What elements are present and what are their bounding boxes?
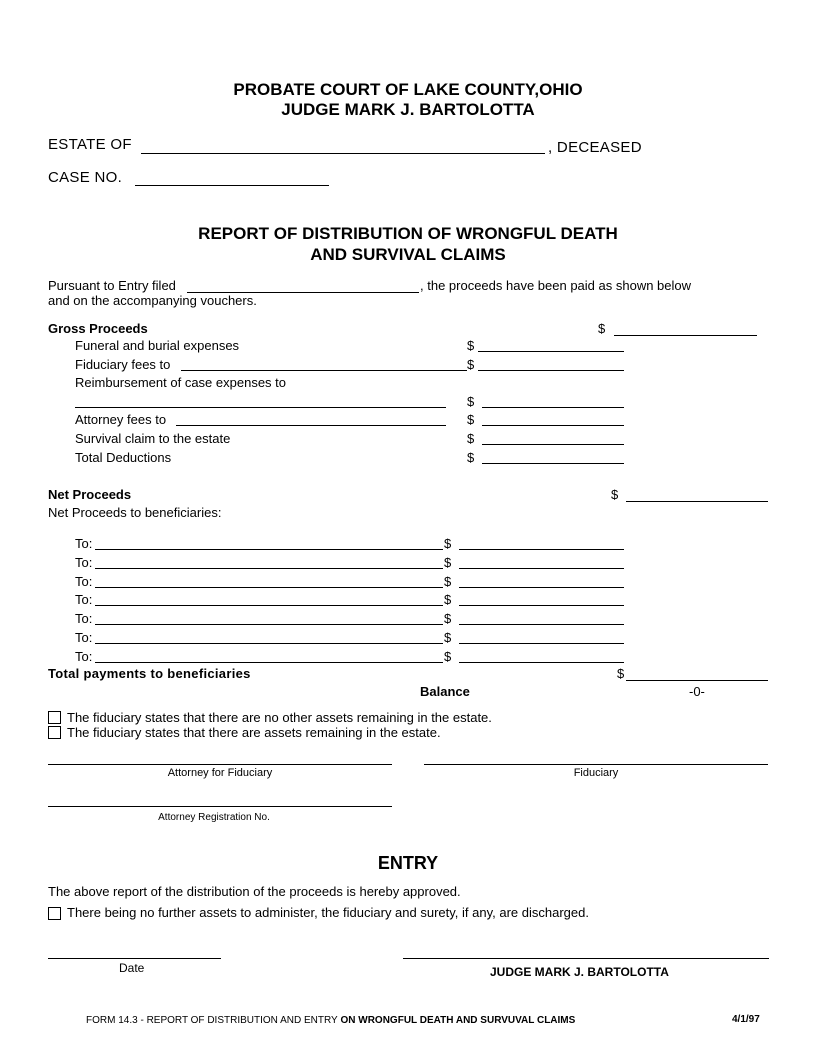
survival-claim-dollar-sign: $ [467,431,475,446]
reimbursement-dollar-sign: $ [467,394,475,409]
fiduciary-fees-label: Fiduciary fees to [75,357,171,372]
beneficiary-dollar-sign: $ [444,592,452,608]
fiduciary-fees-payee-field[interactable] [181,370,467,371]
discharge-text: There being no further assets to administer, the fiduciary and surety, if any, are discharged. [67,905,589,920]
court-title: PROBATE COURT OF LAKE COUNTY,OHIO [233,80,583,99]
beneficiary-amount-field[interactable] [459,549,624,550]
balance-value: -0- [689,684,705,699]
discharge-checkbox[interactable] [48,907,61,920]
no-assets-checkbox[interactable] [48,711,61,724]
balance-label: Balance [420,684,470,699]
assets-remaining-checkbox[interactable] [48,726,61,739]
total-deductions-amount-field[interactable] [482,463,624,464]
entry-title: ENTRY [377,853,439,873]
beneficiary-name-field[interactable] [95,624,443,625]
beneficiary-amount-field[interactable] [459,605,624,606]
funeral-label: Funeral and burial expenses [75,338,240,353]
gross-proceeds-label: Gross Proceeds [48,321,148,336]
case-number-field[interactable] [135,185,329,186]
case-label: CASE NO. [48,169,123,186]
net-proceeds-beneficiaries-label: Net Proceeds to beneficiaries: [48,505,222,520]
beneficiary-amount-field[interactable] [459,624,624,625]
net-proceeds-label: Net Proceeds [48,487,132,502]
beneficiary-name-field[interactable] [95,605,443,606]
judge-title: JUDGE MARK J. BARTOLOTTA [281,100,535,119]
beneficiary-to-label: To: [75,648,93,664]
attorney-fees-payee-field[interactable] [176,425,446,426]
beneficiary-dollar-sign: $ [444,536,452,551]
fiduciary-fees-dollar-sign: $ [467,357,475,372]
beneficiary-amount-field[interactable] [459,643,624,644]
beneficiary-to-label: To: [75,536,93,551]
beneficiary-to-label: To: [75,573,93,589]
survival-claim-amount-field[interactable] [482,444,624,445]
deceased-label: , DECEASED [548,139,642,156]
footer-form-right: ON WRONGFUL DEATH AND SURVUVAL CLAIMS [337,1015,576,1026]
date-label: Date [119,961,145,975]
beneficiary-amount-field[interactable] [459,587,624,588]
gross-dollar-sign: $ [598,321,606,336]
fiduciary-fees-amount-field[interactable] [478,370,624,371]
beneficiary-dollar-sign: $ [444,630,452,645]
beneficiary-name-field[interactable] [95,549,443,550]
entry-approved-text: The above report of the distribution of the proceeds is hereby approved. [48,884,461,899]
beneficiary-amount-field[interactable] [459,568,624,569]
net-proceeds-dollar-sign: $ [611,487,619,502]
assets-remaining-statement: The fiduciary states that there are assets remaining in the estate. [67,725,441,740]
reimbursement-payee-field[interactable] [75,407,446,408]
intro-prefix: Pursuant to Entry filed [48,278,176,293]
beneficiary-dollar-sign: $ [444,648,452,664]
estate-label: ESTATE OF [48,136,132,153]
reimbursement-label: Reimbursement of case expenses to [75,375,286,390]
intro-suffix: , the proceeds have been paid as shown below [420,278,692,293]
estate-field[interactable] [141,153,545,154]
intro-line2: and on the accompanying vouchers. [48,293,257,308]
date-line[interactable] [48,958,221,959]
beneficiary-to-label: To: [75,554,93,570]
beneficiary-name-field[interactable] [95,587,443,588]
total-deductions-dollar-sign: $ [467,450,475,465]
funeral-dollar-sign: $ [467,338,475,353]
beneficiary-name-field[interactable] [95,643,443,644]
funeral-amount-field[interactable] [478,351,624,352]
beneficiary-to-label: To: [75,611,93,627]
beneficiary-to-label: To: [75,630,93,645]
reimbursement-amount-field[interactable] [482,407,624,408]
beneficiary-amount-field[interactable] [459,662,624,663]
beneficiary-name-field[interactable] [95,568,443,569]
footer-form-label [86,1015,575,1026]
footer-form-left: FORM 14.3 - REPORT OF DISTRIBUTION AND ENTRY [86,1015,338,1026]
attorney-fees-amount-field[interactable] [482,425,624,426]
survival-claim-label: Survival claim to the estate [75,431,231,446]
judge-signature-line[interactable] [403,958,769,959]
attorney-registration-line[interactable] [48,806,392,807]
report-title-line1: REPORT OF DISTRIBUTION OF WRONGFUL DEATH [198,224,618,243]
beneficiary-dollar-sign: $ [444,554,452,570]
fiduciary-signature-line[interactable] [424,764,768,765]
judge-signature-label: JUDGE MARK J. BARTOLOTTA [490,965,669,979]
beneficiary-to-label: To: [75,592,93,608]
total-payments-dollar-sign: $ [617,666,625,681]
attorney-fees-label: Attorney fees to [75,412,167,427]
net-proceeds-amount-field[interactable] [626,501,768,502]
attorney-fees-dollar-sign: $ [467,412,475,427]
beneficiary-name-field[interactable] [95,662,443,663]
attorney-for-fiduciary-signature-line[interactable] [48,764,392,765]
no-assets-statement: The fiduciary states that there are no other assets remaining in the estate. [67,710,492,725]
total-payments-label: Total payments to beneficiaries [48,666,251,681]
beneficiary-dollar-sign: $ [444,611,452,627]
attorney-for-fiduciary-label: Attorney for Fiduciary [167,767,273,779]
footer-form-date: 4/1/97 [732,1014,760,1025]
total-payments-amount-field[interactable] [626,680,768,681]
report-title-line2: AND SURVIVAL CLAIMS [310,245,506,264]
total-deductions-label: Total Deductions [75,450,172,465]
fiduciary-label: Fiduciary [573,767,619,779]
gross-proceeds-field[interactable] [614,335,757,336]
attorney-registration-label: Attorney Registration No. [158,812,270,823]
beneficiary-dollar-sign: $ [444,573,452,589]
